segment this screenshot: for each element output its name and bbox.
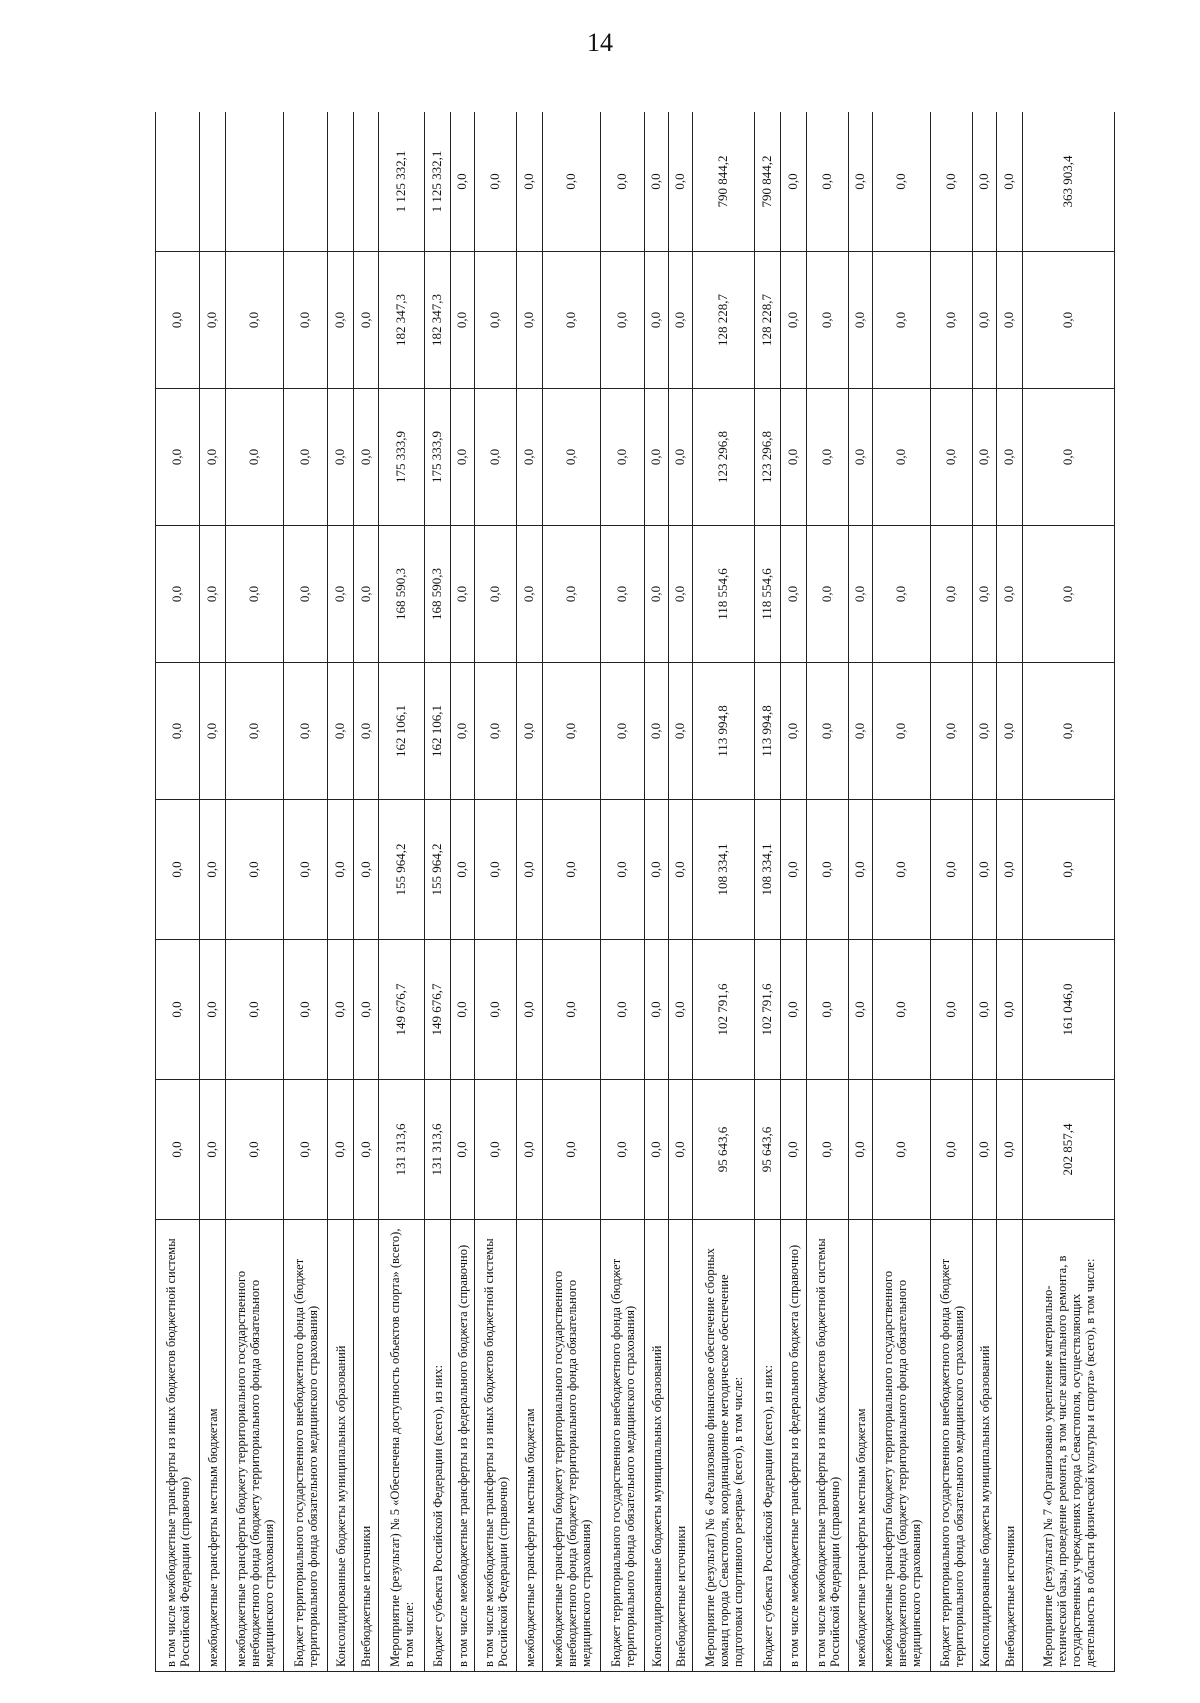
value-cell: 0,0 bbox=[601, 940, 645, 1080]
value-cell: 0,0 bbox=[451, 112, 475, 252]
value-cell: 0,0 bbox=[543, 663, 601, 800]
value-cell: 0,0 bbox=[781, 526, 807, 663]
value-cell: 0,0 bbox=[669, 940, 693, 1080]
table-row bbox=[451, 112, 475, 1672]
value-cell: 0,0 bbox=[200, 526, 226, 663]
value-cell: 0,0 bbox=[284, 800, 328, 940]
table-row bbox=[328, 112, 354, 1672]
value-cell: 0,0 bbox=[475, 663, 517, 800]
value-cell: 0,0 bbox=[997, 112, 1023, 252]
value-cell: 0,0 bbox=[973, 663, 997, 800]
value-cell: 0,0 bbox=[873, 112, 931, 252]
value-cell: 0,0 bbox=[451, 940, 475, 1080]
value-cell: 0,0 bbox=[517, 252, 543, 389]
value-cell: 0,0 bbox=[517, 389, 543, 526]
table-row bbox=[543, 112, 601, 1672]
value-cell: 0,0 bbox=[543, 526, 601, 663]
table-row bbox=[601, 112, 645, 1672]
value-cell: 0,0 bbox=[354, 389, 379, 526]
table-row bbox=[807, 112, 849, 1672]
value-cell bbox=[226, 112, 284, 252]
value-cell: 155 964,2 bbox=[425, 800, 451, 940]
value-cell: 0,0 bbox=[451, 389, 475, 526]
value-cell: 0,0 bbox=[284, 526, 328, 663]
rotated-table-area bbox=[155, 112, 1115, 1672]
table-row bbox=[1023, 112, 1115, 1672]
value-cell: 0,0 bbox=[328, 526, 354, 663]
value-cell: 131 313,6 bbox=[379, 1080, 425, 1220]
row-label: межбюджетные трансферты бюджету территориального государственного внебюджетного фонда (бюджету территориального фонда обязательного медицинского страхования) bbox=[543, 1220, 601, 1672]
value-cell: 0,0 bbox=[328, 663, 354, 800]
value-cell: 0,0 bbox=[997, 389, 1023, 526]
value-cell: 0,0 bbox=[781, 252, 807, 389]
value-cell: 0,0 bbox=[873, 526, 931, 663]
value-cell: 0,0 bbox=[1023, 800, 1115, 940]
value-cell: 0,0 bbox=[156, 663, 200, 800]
value-cell: 0,0 bbox=[156, 526, 200, 663]
value-cell: 0,0 bbox=[517, 800, 543, 940]
value-cell: 0,0 bbox=[781, 940, 807, 1080]
value-cell: 0,0 bbox=[475, 940, 517, 1080]
row-label: Бюджет субъекта Российской Федерации (всего), из них: bbox=[425, 1220, 451, 1672]
value-cell: 0,0 bbox=[328, 1080, 354, 1220]
value-cell: 113 994,8 bbox=[755, 663, 781, 800]
value-cell: 0,0 bbox=[156, 252, 200, 389]
value-cell: 0,0 bbox=[200, 663, 226, 800]
value-cell: 1 125 332,1 bbox=[379, 112, 425, 252]
value-cell: 0,0 bbox=[284, 940, 328, 1080]
value-cell: 0,0 bbox=[284, 663, 328, 800]
value-cell: 0,0 bbox=[807, 940, 849, 1080]
table-row bbox=[156, 112, 200, 1672]
value-cell: 0,0 bbox=[156, 1080, 200, 1220]
value-cell: 0,0 bbox=[849, 940, 873, 1080]
value-cell: 0,0 bbox=[873, 940, 931, 1080]
value-cell: 0,0 bbox=[973, 1080, 997, 1220]
value-cell: 0,0 bbox=[354, 1080, 379, 1220]
row-label: Мероприятие (результат) № 7 «Организовано укрепление материально-технической базы, проведение ремонта, в том числе капитального ремонта, в государственных учреждениях города Севастополя, осуществляющих деятельность в области физической культуры и спорта» (всего), в том числе: bbox=[1023, 1220, 1115, 1672]
row-label: Внебюджетные источники bbox=[669, 1220, 693, 1672]
value-cell: 0,0 bbox=[475, 389, 517, 526]
page-number: 14 bbox=[587, 28, 613, 57]
value-cell: 0,0 bbox=[807, 1080, 849, 1220]
value-cell: 175 333,9 bbox=[425, 389, 451, 526]
table-row bbox=[425, 112, 451, 1672]
value-cell: 131 313,6 bbox=[425, 1080, 451, 1220]
value-cell: 182 347,3 bbox=[379, 252, 425, 389]
value-cell: 162 106,1 bbox=[425, 663, 451, 800]
value-cell: 0,0 bbox=[973, 940, 997, 1080]
value-cell: 0,0 bbox=[849, 663, 873, 800]
value-cell: 0,0 bbox=[354, 526, 379, 663]
value-cell: 168 590,3 bbox=[379, 526, 425, 663]
row-label: в том числе межбюджетные трансферты из иных бюджетов бюджетной системы Российской Федерации (справочно) bbox=[156, 1220, 200, 1672]
value-cell: 0,0 bbox=[931, 389, 973, 526]
value-cell: 0,0 bbox=[226, 800, 284, 940]
value-cell: 0,0 bbox=[156, 800, 200, 940]
row-label: Мероприятие (результат) № 5 «Обеспечена доступность объектов спорта» (всего), в том числе: bbox=[379, 1220, 425, 1672]
value-cell: 0,0 bbox=[645, 663, 669, 800]
value-cell: 0,0 bbox=[475, 252, 517, 389]
value-cell: 0,0 bbox=[849, 389, 873, 526]
row-label: Бюджет территориального государственного внебюджетного фонда (бюджет территориального фонда обязательного медицинского страхования) bbox=[601, 1220, 645, 1672]
value-cell: 0,0 bbox=[328, 800, 354, 940]
table-row bbox=[781, 112, 807, 1672]
value-cell: 175 333,9 bbox=[379, 389, 425, 526]
value-cell: 0,0 bbox=[475, 800, 517, 940]
value-cell: 0,0 bbox=[807, 663, 849, 800]
budget-table bbox=[155, 112, 1115, 1672]
value-cell: 0,0 bbox=[517, 526, 543, 663]
value-cell: 1 125 332,1 bbox=[425, 112, 451, 252]
row-label: Внебюджетные источники bbox=[997, 1220, 1023, 1672]
value-cell: 0,0 bbox=[475, 526, 517, 663]
value-cell: 0,0 bbox=[807, 800, 849, 940]
value-cell: 0,0 bbox=[849, 800, 873, 940]
value-cell: 0,0 bbox=[451, 800, 475, 940]
value-cell: 161 046,0 bbox=[1023, 940, 1115, 1080]
value-cell: 0,0 bbox=[451, 663, 475, 800]
row-label: Бюджет территориального государственного внебюджетного фонда (бюджет территориального фонда обязательного медицинского страхования) bbox=[931, 1220, 973, 1672]
table-row bbox=[475, 112, 517, 1672]
value-cell: 0,0 bbox=[601, 389, 645, 526]
value-cell: 162 106,1 bbox=[379, 663, 425, 800]
value-cell: 790 844,2 bbox=[693, 112, 755, 252]
value-cell: 0,0 bbox=[645, 940, 669, 1080]
value-cell: 363 903,4 bbox=[1023, 112, 1115, 252]
value-cell: 102 791,6 bbox=[755, 940, 781, 1080]
value-cell: 0,0 bbox=[781, 800, 807, 940]
value-cell: 0,0 bbox=[669, 800, 693, 940]
value-cell: 0,0 bbox=[807, 252, 849, 389]
value-cell: 0,0 bbox=[200, 252, 226, 389]
value-cell: 0,0 bbox=[931, 940, 973, 1080]
table-row bbox=[997, 112, 1023, 1672]
value-cell: 0,0 bbox=[284, 389, 328, 526]
value-cell: 0,0 bbox=[873, 1080, 931, 1220]
value-cell: 149 676,7 bbox=[425, 940, 451, 1080]
value-cell: 0,0 bbox=[669, 112, 693, 252]
value-cell: 0,0 bbox=[200, 1080, 226, 1220]
value-cell: 118 554,6 bbox=[693, 526, 755, 663]
value-cell: 0,0 bbox=[517, 663, 543, 800]
value-cell: 0,0 bbox=[601, 252, 645, 389]
value-cell: 0,0 bbox=[645, 389, 669, 526]
value-cell: 0,0 bbox=[973, 389, 997, 526]
row-label: межбюджетные трансферты бюджету территориального государственного внебюджетного фонда (бюджету территориального фонда обязательного медицинского страхования) bbox=[226, 1220, 284, 1672]
value-cell: 0,0 bbox=[226, 940, 284, 1080]
value-cell: 128 228,7 bbox=[693, 252, 755, 389]
value-cell: 0,0 bbox=[645, 112, 669, 252]
value-cell: 0,0 bbox=[997, 252, 1023, 389]
table-row bbox=[200, 112, 226, 1672]
value-cell: 0,0 bbox=[226, 526, 284, 663]
table-row bbox=[645, 112, 669, 1672]
row-label: Консолидированные бюджеты муниципальных образований bbox=[645, 1220, 669, 1672]
row-label: в том числе межбюджетные трансферты из иных бюджетов бюджетной системы Российской Федерации (справочно) bbox=[807, 1220, 849, 1672]
value-cell: 108 334,1 bbox=[693, 800, 755, 940]
value-cell: 0,0 bbox=[156, 389, 200, 526]
value-cell: 0,0 bbox=[601, 663, 645, 800]
value-cell: 155 964,2 bbox=[379, 800, 425, 940]
value-cell: 0,0 bbox=[226, 252, 284, 389]
row-label: в том числе межбюджетные трансферты из федерального бюджета (справочно) bbox=[781, 1220, 807, 1672]
value-cell: 0,0 bbox=[451, 1080, 475, 1220]
value-cell: 0,0 bbox=[200, 389, 226, 526]
value-cell: 0,0 bbox=[226, 663, 284, 800]
value-cell: 202 857,4 bbox=[1023, 1080, 1115, 1220]
value-cell: 182 347,3 bbox=[425, 252, 451, 389]
value-cell: 0,0 bbox=[973, 800, 997, 940]
value-cell: 0,0 bbox=[475, 112, 517, 252]
value-cell: 0,0 bbox=[601, 112, 645, 252]
value-cell: 0,0 bbox=[781, 389, 807, 526]
value-cell: 0,0 bbox=[1023, 526, 1115, 663]
value-cell: 0,0 bbox=[781, 1080, 807, 1220]
row-label: Бюджет субъекта Российской Федерации (всего), из них: bbox=[755, 1220, 781, 1672]
value-cell: 0,0 bbox=[517, 1080, 543, 1220]
table-row bbox=[849, 112, 873, 1672]
value-cell: 0,0 bbox=[669, 1080, 693, 1220]
table-row bbox=[669, 112, 693, 1672]
value-cell: 0,0 bbox=[1023, 389, 1115, 526]
value-cell: 0,0 bbox=[873, 252, 931, 389]
value-cell: 0,0 bbox=[517, 940, 543, 1080]
value-cell: 0,0 bbox=[156, 940, 200, 1080]
value-cell: 0,0 bbox=[200, 800, 226, 940]
value-cell: 0,0 bbox=[873, 663, 931, 800]
value-cell: 0,0 bbox=[931, 112, 973, 252]
value-cell: 0,0 bbox=[669, 389, 693, 526]
value-cell: 0,0 bbox=[354, 252, 379, 389]
value-cell: 113 994,8 bbox=[693, 663, 755, 800]
value-cell: 0,0 bbox=[645, 526, 669, 663]
value-cell: 0,0 bbox=[475, 1080, 517, 1220]
rotated-table-container bbox=[155, 112, 1115, 1672]
value-cell: 0,0 bbox=[973, 252, 997, 389]
row-label: Внебюджетные источники bbox=[354, 1220, 379, 1672]
row-label: Консолидированные бюджеты муниципальных образований bbox=[973, 1220, 997, 1672]
value-cell: 118 554,6 bbox=[755, 526, 781, 663]
value-cell: 0,0 bbox=[931, 252, 973, 389]
value-cell: 0,0 bbox=[1023, 252, 1115, 389]
table-row bbox=[517, 112, 543, 1672]
table-row bbox=[284, 112, 328, 1672]
value-cell: 0,0 bbox=[645, 800, 669, 940]
row-label: в том числе межбюджетные трансферты из федерального бюджета (справочно) bbox=[451, 1220, 475, 1672]
value-cell bbox=[200, 112, 226, 252]
value-cell: 0,0 bbox=[807, 389, 849, 526]
value-cell: 0,0 bbox=[200, 940, 226, 1080]
value-cell: 0,0 bbox=[669, 526, 693, 663]
value-cell: 128 228,7 bbox=[755, 252, 781, 389]
value-cell: 0,0 bbox=[601, 800, 645, 940]
value-cell: 0,0 bbox=[328, 389, 354, 526]
value-cell: 0,0 bbox=[226, 389, 284, 526]
table-body bbox=[156, 112, 1115, 1672]
value-cell: 95 643,6 bbox=[693, 1080, 755, 1220]
row-label: Мероприятие (результат) № 6 «Реализовано финансовое обеспечение сборных команд города Севастополя, координационное методическое обеспечение подготовки спортивного резерва» (всего), в том числе: bbox=[693, 1220, 755, 1672]
value-cell: 123 296,8 bbox=[693, 389, 755, 526]
value-cell: 0,0 bbox=[807, 112, 849, 252]
value-cell: 0,0 bbox=[873, 389, 931, 526]
value-cell: 0,0 bbox=[997, 526, 1023, 663]
value-cell: 0,0 bbox=[781, 663, 807, 800]
value-cell: 0,0 bbox=[781, 112, 807, 252]
row-label: межбюджетные трансферты местным бюджетам bbox=[849, 1220, 873, 1672]
table-row bbox=[226, 112, 284, 1672]
row-label: межбюджетные трансферты местным бюджетам bbox=[200, 1220, 226, 1672]
value-cell: 0,0 bbox=[997, 663, 1023, 800]
value-cell: 0,0 bbox=[543, 252, 601, 389]
value-cell: 0,0 bbox=[973, 526, 997, 663]
value-cell: 0,0 bbox=[601, 1080, 645, 1220]
value-cell: 0,0 bbox=[931, 1080, 973, 1220]
value-cell: 102 791,6 bbox=[693, 940, 755, 1080]
value-cell: 0,0 bbox=[284, 252, 328, 389]
value-cell bbox=[328, 112, 354, 252]
value-cell: 790 844,2 bbox=[755, 112, 781, 252]
value-cell: 0,0 bbox=[284, 1080, 328, 1220]
value-cell: 0,0 bbox=[517, 112, 543, 252]
value-cell: 0,0 bbox=[997, 940, 1023, 1080]
value-cell: 0,0 bbox=[645, 252, 669, 389]
table-row bbox=[693, 112, 755, 1672]
table-row bbox=[931, 112, 973, 1672]
value-cell: 0,0 bbox=[226, 1080, 284, 1220]
value-cell: 168 590,3 bbox=[425, 526, 451, 663]
row-label: Бюджет территориального государственного внебюджетного фонда (бюджет территориального фонда обязательного медицинского страхования) bbox=[284, 1220, 328, 1672]
value-cell: 0,0 bbox=[873, 800, 931, 940]
value-cell: 0,0 bbox=[849, 252, 873, 389]
value-cell: 0,0 bbox=[849, 1080, 873, 1220]
value-cell: 0,0 bbox=[997, 800, 1023, 940]
value-cell: 0,0 bbox=[543, 1080, 601, 1220]
value-cell: 149 676,7 bbox=[379, 940, 425, 1080]
value-cell: 0,0 bbox=[354, 940, 379, 1080]
table-row bbox=[973, 112, 997, 1672]
value-cell bbox=[354, 112, 379, 252]
value-cell: 0,0 bbox=[669, 252, 693, 389]
value-cell: 0,0 bbox=[1023, 663, 1115, 800]
value-cell: 0,0 bbox=[601, 526, 645, 663]
value-cell: 0,0 bbox=[931, 526, 973, 663]
value-cell: 0,0 bbox=[669, 663, 693, 800]
value-cell: 0,0 bbox=[543, 112, 601, 252]
value-cell: 0,0 bbox=[451, 252, 475, 389]
table-row bbox=[354, 112, 379, 1672]
value-cell: 123 296,8 bbox=[755, 389, 781, 526]
value-cell: 0,0 bbox=[543, 389, 601, 526]
row-label: Консолидированные бюджеты муниципальных образований bbox=[328, 1220, 354, 1672]
value-cell: 0,0 bbox=[997, 1080, 1023, 1220]
value-cell: 0,0 bbox=[328, 252, 354, 389]
value-cell: 0,0 bbox=[849, 112, 873, 252]
value-cell: 0,0 bbox=[931, 663, 973, 800]
value-cell: 0,0 bbox=[931, 800, 973, 940]
value-cell: 0,0 bbox=[807, 526, 849, 663]
value-cell: 95 643,6 bbox=[755, 1080, 781, 1220]
value-cell: 0,0 bbox=[849, 526, 873, 663]
row-label: в том числе межбюджетные трансферты из иных бюджетов бюджетной системы Российской Федерации (справочно) bbox=[475, 1220, 517, 1672]
value-cell: 0,0 bbox=[328, 940, 354, 1080]
value-cell: 0,0 bbox=[543, 940, 601, 1080]
value-cell: 0,0 bbox=[645, 1080, 669, 1220]
value-cell: 0,0 bbox=[354, 800, 379, 940]
row-label: межбюджетные трансферты бюджету территориального государственного внебюджетного фонда (бюджету территориального фонда обязательного медицинского страхования) bbox=[873, 1220, 931, 1672]
value-cell bbox=[156, 112, 200, 252]
row-label: межбюджетные трансферты местным бюджетам bbox=[517, 1220, 543, 1672]
value-cell: 0,0 bbox=[451, 526, 475, 663]
value-cell bbox=[284, 112, 328, 252]
value-cell: 0,0 bbox=[354, 663, 379, 800]
table-row bbox=[755, 112, 781, 1672]
table-row bbox=[873, 112, 931, 1672]
table-row bbox=[379, 112, 425, 1672]
value-cell: 0,0 bbox=[973, 112, 997, 252]
value-cell: 108 334,1 bbox=[755, 800, 781, 940]
value-cell: 0,0 bbox=[543, 800, 601, 940]
